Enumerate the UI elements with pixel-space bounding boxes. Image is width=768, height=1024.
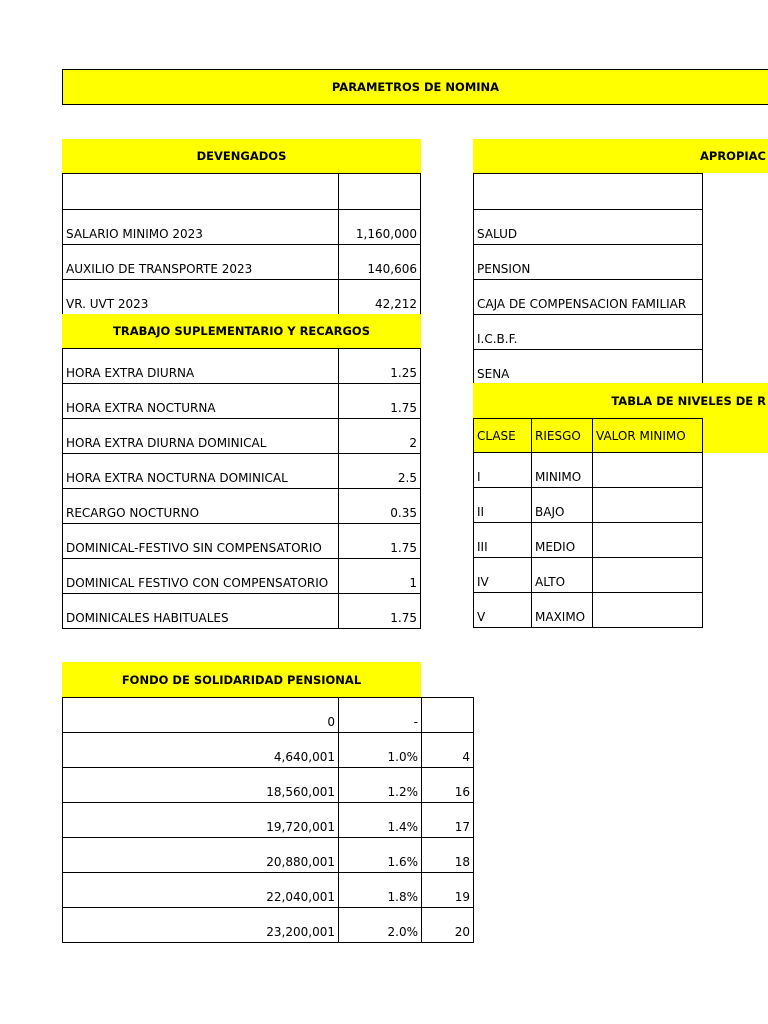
fondo-row-pct (338, 732, 422, 768)
riesgo-row-riesgo (531, 557, 593, 593)
devengados-row-value-text: 140,606 (367, 262, 417, 276)
apropiaciones-row-text: PENSION (477, 262, 531, 276)
fondo-row-n (421, 732, 474, 768)
fondo-row-amount (62, 872, 339, 908)
fondo-row-n-text: 4 (462, 750, 470, 764)
devengados-row-label-text: AUXILIO DE TRANSPORTE 2023 (66, 262, 253, 276)
riesgo-row-valor (592, 522, 703, 558)
riesgo-row-clase (473, 557, 532, 593)
fondo-row-amount (62, 837, 339, 873)
trabajo-row-label (62, 558, 339, 594)
fondo-row-pct-text: - (413, 715, 418, 729)
riesgo-row-riesgo (531, 522, 593, 558)
fondo-row-pct-text: 1.8% (387, 890, 418, 904)
devengados-row-value (338, 209, 421, 245)
trabajo-row-value (338, 523, 421, 559)
trabajo-row-label (62, 593, 339, 629)
riesgo-row-valor (592, 592, 703, 628)
riesgo-row-clase-text: I (477, 470, 481, 484)
trabajo-row-value (338, 383, 421, 419)
riesgo-row-valor (592, 557, 703, 593)
riesgos-header-extension (703, 418, 768, 453)
apropiaciones-row (473, 209, 703, 245)
fondo-row-pct (338, 872, 422, 908)
fondo-row-amount (62, 767, 339, 803)
trabajo-row-label-text: HORA EXTRA NOCTURNA DOMINICAL (66, 471, 288, 485)
trabajo-row-value-text: 1.25 (390, 366, 417, 380)
riesgo-row-riesgo (531, 487, 593, 523)
riesgos-col-riesgo: RIESGO (531, 418, 593, 453)
trabajo-row-value-text: 1 (409, 576, 417, 590)
fondo-row-pct-text: 2.0% (387, 925, 418, 939)
fondo-row-pct-text: 1.6% (387, 855, 418, 869)
trabajo-row-label-text: RECARGO NOCTURNO (66, 506, 200, 520)
fondo-row-amount (62, 802, 339, 838)
fondo-row-pct (338, 907, 422, 943)
trabajo-row-value-text: 0.35 (390, 506, 417, 520)
riesgo-row-clase-text: III (477, 540, 488, 554)
fondo-row-n-text: 19 (454, 890, 470, 904)
devengados-row-label (62, 209, 339, 245)
fondo-row-n-text: 17 (454, 820, 470, 834)
trabajo-row-label (62, 418, 339, 454)
trabajo-title: TRABAJO SUPLEMENTARIO Y RECARGOS (113, 324, 370, 338)
trabajo-header (62, 314, 421, 348)
trabajo-row-label (62, 453, 339, 489)
apropiaciones-row-text: CAJA DE COMPENSACION FAMILIAR (477, 297, 687, 311)
riesgo-row-valor (592, 487, 703, 523)
trabajo-row-label-text: DOMINICAL FESTIVO CON COMPENSATORIO (66, 576, 329, 590)
apropiaciones-row-text: SALUD (477, 227, 518, 241)
apropiaciones-row-text: I.C.B.F. (477, 332, 518, 346)
trabajo-row-value (338, 593, 421, 629)
devengados-header (62, 139, 421, 173)
apropiaciones-header (473, 139, 768, 173)
riesgo-row-clase-text: IV (477, 575, 489, 589)
devengados-row-value-text: 42,212 (375, 297, 417, 311)
devengados-row-value (338, 279, 421, 315)
devengados-row-label (62, 244, 339, 280)
trabajo-row-label-text: HORA EXTRA DIURNA (66, 366, 195, 380)
fondo-row-amount-text: 20,880,001 (266, 855, 335, 869)
fondo-row-pct (338, 837, 422, 873)
trabajo-row-label (62, 348, 339, 384)
fondo-row-pct (338, 767, 422, 803)
riesgo-row-riesgo-text: ALTO (535, 575, 566, 589)
trabajo-row-value (338, 348, 421, 384)
fondo-row-amount-text: 0 (327, 715, 335, 729)
fondo-row-amount-text: 4,640,001 (273, 750, 335, 764)
fondo-row-n-text: 16 (454, 785, 470, 799)
trabajo-row-value-text: 1.75 (390, 541, 417, 555)
devengados-row-value (338, 244, 421, 280)
apropiaciones-row (473, 314, 703, 350)
fondo-row-n (421, 872, 474, 908)
fondo-row-pct-text: 1.4% (387, 820, 418, 834)
devengados-row-label-text: VR. UVT 2023 (66, 297, 149, 311)
fondo-title: FONDO DE SOLIDARIDAD PENSIONAL (121, 673, 362, 687)
riesgo-row-clase (473, 592, 532, 628)
riesgo-row-clase (473, 452, 532, 488)
trabajo-row-value (338, 418, 421, 454)
trabajo-row-value-text: 2 (409, 436, 417, 450)
apropiaciones-blank (473, 173, 703, 210)
fondo-row-amount (62, 907, 339, 943)
riesgos-title: TABLA DE NIVELES DE R (611, 393, 766, 408)
riesgo-row-riesgo-text: MINIMO (535, 470, 582, 484)
trabajo-row-label-text: HORA EXTRA DIURNA DOMINICAL (66, 436, 267, 450)
trabajo-row-label (62, 383, 339, 419)
riesgo-row-clase (473, 487, 532, 523)
riesgo-row-clase-text: II (477, 505, 485, 519)
fondo-row-amount (62, 697, 339, 733)
riesgos-col-clase: CLASE (473, 418, 532, 453)
trabajo-row-label (62, 523, 339, 559)
page-title: PARAMETROS DE NOMINA (331, 80, 500, 94)
riesgo-row-clase-text: V (477, 610, 486, 624)
trabajo-row-value (338, 558, 421, 594)
trabajo-row-value-text: 1.75 (390, 611, 417, 625)
apropiaciones-row (473, 244, 703, 280)
trabajo-row-value-text: 2.5 (397, 471, 417, 485)
trabajo-row-value (338, 453, 421, 489)
fondo-row-amount-text: 22,040,001 (266, 890, 335, 904)
fondo-row-pct-text: 1.0% (387, 750, 418, 764)
devengados-blank-value (338, 173, 421, 210)
devengados-row-label-text: SALARIO MINIMO 2023 (66, 227, 203, 241)
riesgos-col-valor-minimo: VALOR MINIMO (592, 418, 703, 453)
devengados-title: DEVENGADOS (196, 149, 287, 163)
riesgo-row-riesgo-text: MEDIO (535, 540, 576, 554)
fondo-row-amount-text: 18,560,001 (266, 785, 335, 799)
fondo-row-n (421, 907, 474, 943)
trabajo-row-label-text: DOMINICAL-FESTIVO SIN COMPENSATORIO (66, 541, 322, 555)
apropiaciones-row (473, 349, 703, 385)
fondo-row-n (421, 767, 474, 803)
fondo-row-n-text: 20 (454, 925, 470, 939)
devengados-row-value-text: 1,160,000 (355, 227, 417, 241)
fondo-row-n (421, 802, 474, 838)
apropiaciones-row (473, 279, 703, 315)
fondo-row-n (421, 697, 474, 733)
trabajo-row-value (338, 488, 421, 524)
riesgo-row-clase (473, 522, 532, 558)
riesgo-row-riesgo (531, 452, 593, 488)
apropiaciones-row-text: SENA (477, 367, 510, 381)
trabajo-row-label-text: HORA EXTRA NOCTURNA (66, 401, 216, 415)
fondo-row-amount-text: 19,720,001 (266, 820, 335, 834)
fondo-row-n (421, 837, 474, 873)
apropiaciones-title: APROPIAC (699, 149, 766, 163)
riesgo-row-riesgo-text: MAXIMO (535, 610, 586, 624)
devengados-blank-label (62, 173, 339, 210)
fondo-header (62, 662, 421, 698)
trabajo-row-label (62, 488, 339, 524)
riesgo-row-riesgo-text: BAJO (535, 505, 565, 519)
title-bar (62, 69, 768, 105)
fondo-row-n-text: 18 (454, 855, 470, 869)
fondo-row-pct (338, 697, 422, 733)
trabajo-row-label-text: DOMINICALES HABITUALES (66, 611, 229, 625)
fondo-row-pct-text: 1.2% (387, 785, 418, 799)
trabajo-row-value-text: 1.75 (390, 401, 417, 415)
riesgos-header (473, 383, 768, 418)
riesgo-row-valor (592, 452, 703, 488)
fondo-row-amount-text: 23,200,001 (266, 925, 335, 939)
devengados-row-label (62, 279, 339, 315)
riesgo-row-riesgo (531, 592, 593, 628)
fondo-row-pct (338, 802, 422, 838)
fondo-row-amount (62, 732, 339, 768)
